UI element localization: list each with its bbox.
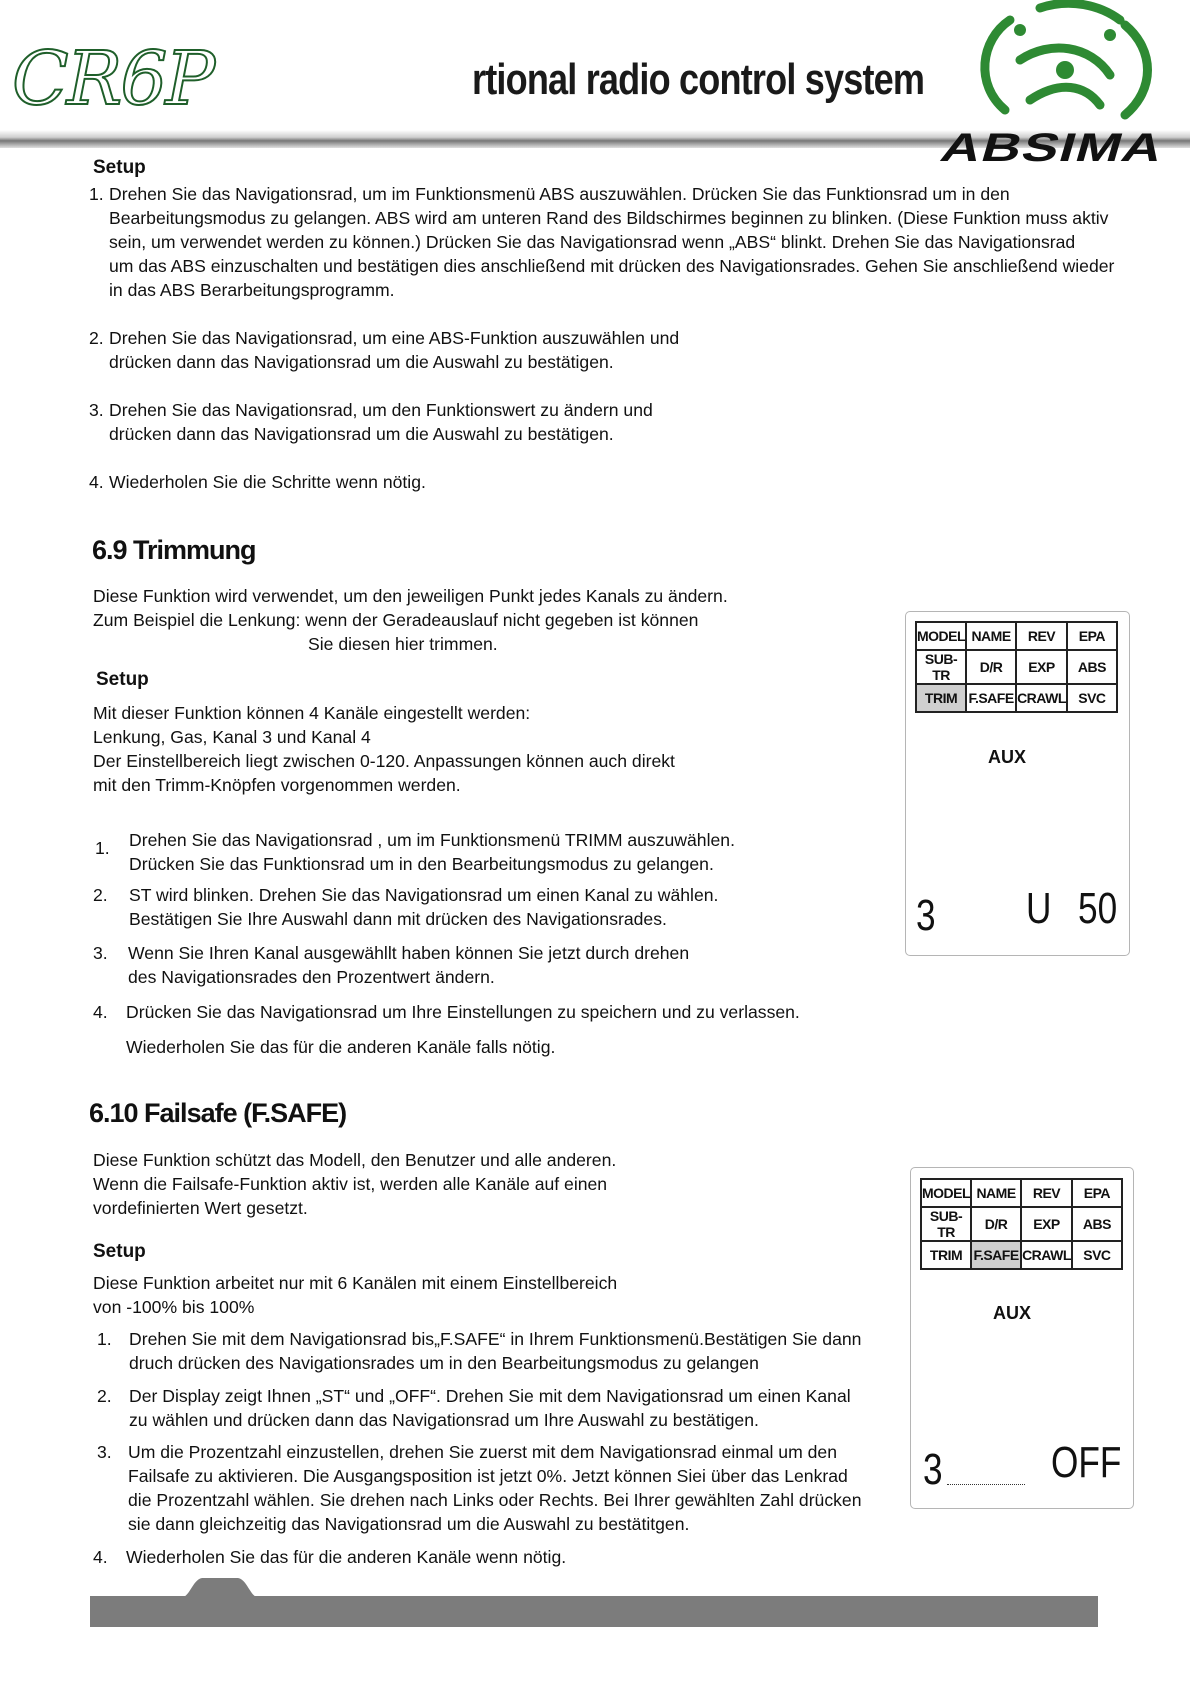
menu-abs: ABS [1067, 650, 1117, 684]
failsafe-step-1-number: 1. [97, 1329, 112, 1349]
abs-step-1-number: 1. [89, 184, 104, 204]
failsafe-step-1-line-2: druch drücken des Navigationsrades um in den Bearbeitungsmodus zu gelangen [129, 1353, 759, 1373]
failsafe-setup-line-2: von -100% bis 100% [93, 1297, 255, 1317]
trim-lcd-mode: U [1026, 884, 1052, 933]
menu-fsafe-selected: F.SAFE [971, 1241, 1021, 1269]
failsafe-step-3-number: 3. [97, 1442, 112, 1462]
menu-exp: EXP [1016, 650, 1067, 684]
abs-step-1-line-4: um das ABS einzuschalten und bestätigen dies anschließend mit drücken des Navigationsrades. Gehen Sie anschließend wieder [109, 256, 1115, 276]
trim-step-2-line-2: Bestätigen Sie Ihre Auswahl dann mit drücken des Navigationsrades. [129, 909, 667, 929]
menu-name: NAME [966, 622, 1016, 650]
menu-dr: D/R [966, 650, 1016, 684]
failsafe-lcd-value: OFF [1051, 1438, 1122, 1487]
menu-epa: EPA [1072, 1179, 1122, 1207]
failsafe-step-2-line-1: Der Display zeigt Ihnen „ST“ und „OFF“. Drehen Sie mit dem Navigationsrad um einen Kanal [129, 1386, 851, 1406]
failsafe-intro-line-1: Diese Funktion schützt das Modell, den Benutzer und alle anderen. [93, 1150, 617, 1170]
menu-model: MODEL [916, 622, 966, 650]
menu-svc: SVC [1067, 684, 1117, 712]
menu-sub-tr: SUB-TR [916, 650, 966, 684]
trim-step-3-line-2: des Navigationsrades den Prozentwert ändern. [128, 967, 495, 987]
abs-step-1-line-1: Drehen Sie das Navigationsrad, um im Funktionsmenü ABS auszuwählen. Drücken Sie das Funktionsrad um in den [109, 184, 1010, 204]
menu-exp: EXP [1021, 1207, 1072, 1241]
failsafe-setup-heading: Setup [93, 1241, 146, 1262]
trim-setup-line-1: Mit dieser Funktion können 4 Kanäle eingestellt werden: [93, 703, 531, 723]
menu-sub-tr: SUB-TR [921, 1207, 971, 1241]
abs-step-4-number: 4. [89, 472, 104, 492]
failsafe-step-4-line-1: Wiederholen Sie das für die anderen Kanäle wenn nötig. [126, 1547, 567, 1567]
menu-fsafe: F.SAFE [966, 684, 1016, 712]
brand-logo: ABSIMA [935, 126, 1170, 170]
trim-lcd-display [905, 611, 1130, 956]
trim-intro-line-3: Sie diesen hier trimmen. [308, 634, 498, 654]
menu-crawl: CRAWL [1021, 1241, 1072, 1269]
trim-repeat-text: Wiederholen Sie das für die anderen Kanäle falls nötig. [126, 1037, 556, 1057]
menu-rev: REV [1016, 622, 1067, 650]
footer-tab-shape [180, 1576, 260, 1598]
trim-setup-line-4: mit den Trimm-Knöpfen vorgenommen werden. [93, 775, 461, 795]
abs-step-3-line-1: Drehen Sie das Navigationsrad, um den Funktionswert zu ändern und [109, 400, 653, 420]
menu-rev: REV [1021, 1179, 1072, 1207]
abs-step-1-line-3: sein, um verwendet werden zu können.) Drücken Sie das Navigationsrad wenn „ABS“ blinkt. Drehen Sie das Navigationsrad [109, 232, 1076, 252]
menu-trim-selected: TRIM [916, 684, 966, 712]
trim-step-2-line-1: ST wird blinken. Drehen Sie das Navigationsrad um einen Kanal zu wählen. [129, 885, 719, 905]
failsafe-step-2-line-2: zu wählen und drücken dann das Navigationsrad um Ihre Auswahl zu bestätigen. [129, 1410, 759, 1430]
abs-step-4-line-1: Wiederholen Sie die Schritte wenn nötig. [109, 472, 426, 492]
abs-step-2-line-2: drücken dann das Navigationsrad um die Auswahl zu bestätigen. [109, 352, 614, 372]
trim-intro-line-2: Zum Beispiel die Lenkung: wenn der Geradeauslauf nicht gegeben ist können [93, 610, 699, 630]
product-logo: CR6P [12, 36, 214, 122]
abs-step-1-line-5: in das ABS Berarbeitungsprogramm. [109, 280, 395, 300]
abs-step-2-number: 2. [89, 328, 104, 348]
failsafe-step-1-line-1: Drehen Sie mit dem Navigationsrad bis„F.SAFE“ in Ihrem Funktionsmenü.Bestätigen Sie dann [129, 1329, 862, 1349]
trim-heading: 6.9 Trimmung [92, 535, 256, 565]
menu-svc: SVC [1072, 1241, 1122, 1269]
header-title: rtional radio control system [472, 55, 925, 104]
failsafe-intro-line-3: vordefinierten Wert gesetzt. [93, 1198, 308, 1218]
failsafe-lcd-display [910, 1167, 1134, 1509]
failsafe-lcd-aux-label: AUX [993, 1303, 1032, 1323]
failsafe-heading: 6.10 Failsafe (F.SAFE) [89, 1098, 347, 1128]
menu-trim: TRIM [921, 1241, 971, 1269]
footer-bar [90, 1596, 1098, 1627]
failsafe-step-3-line-1: Um die Prozentzahl einzustellen, drehen Sie zuerst mit dem Navigationsrad einmal um den [128, 1442, 837, 1462]
trim-setup-line-3: Der Einstellbereich liegt zwischen 0-120. Anpassungen können auch direkt [93, 751, 675, 771]
trim-step-2-number: 2. [93, 885, 108, 905]
menu-epa: EPA [1067, 622, 1117, 650]
failsafe-setup-line-1: Diese Funktion arbeitet nur mit 6 Kanälen mit einem Einstellbereich [93, 1273, 618, 1293]
abs-setup-heading: Setup [93, 157, 146, 178]
trim-lcd-aux-label: AUX [988, 747, 1027, 767]
trim-step-4-number: 4. [93, 1002, 108, 1022]
menu-dr: D/R [971, 1207, 1021, 1241]
trim-step-4-line-1: Drücken Sie das Navigationsrad um Ihre Einstellungen zu speichern und zu verlassen. [126, 1002, 800, 1022]
failsafe-lcd-channel: 3 [923, 1445, 943, 1494]
trim-step-3-line-1: Wenn Sie Ihren Kanal ausgewähllt haben können Sie jetzt durch drehen [128, 943, 690, 963]
failsafe-step-2-number: 2. [97, 1386, 112, 1406]
failsafe-step-4-number: 4. [93, 1547, 108, 1567]
abs-step-3-number: 3. [89, 400, 104, 420]
failsafe-step-3-line-4: sie dann gleichzeitig das Navigationsrad um die Auswahl zu bestätitgen. [128, 1514, 690, 1534]
trim-step-1-number: 1. [95, 838, 110, 858]
abs-step-3-line-2: drücken dann das Navigationsrad um die Auswahl zu bestätigen. [109, 424, 614, 444]
menu-model: MODEL [921, 1179, 971, 1207]
menu-crawl: CRAWL [1016, 684, 1067, 712]
failsafe-step-3-line-3: die Prozentzahl wählen. Sie drehen nach Links oder Rechts. Bei Ihrer gewählten Zahl drücken [128, 1490, 862, 1510]
trim-step-1-line-1: Drehen Sie das Navigationsrad , um im Funktionsmenü TRIMM auszuwählen. [129, 830, 735, 850]
trim-lcd-menu [915, 621, 1118, 713]
menu-abs: ABS [1072, 1207, 1122, 1241]
failsafe-lcd-menu [920, 1178, 1123, 1270]
abs-step-2-line-1: Drehen Sie das Navigationsrad, um eine ABS-Funktion auszuwählen und [109, 328, 680, 348]
dragon-logo-icon [960, 0, 1170, 135]
failsafe-intro-line-2: Wenn die Failsafe-Funktion aktiv ist, werden alle Kanäle auf einen [93, 1174, 608, 1194]
trim-step-1-line-2: Drücken Sie das Funktionsrad um in den Bearbeitungsmodus zu gelangen. [129, 854, 714, 874]
abs-step-1-line-2: Bearbeitungsmodus zu gelangen. ABS wird am unteren Rand des Bildschirmes beginnen zu blinken. (Diese Funktion muss aktiv [109, 208, 1109, 228]
trim-lcd-channel: 3 [916, 891, 936, 940]
trim-lcd-value: 50 [1078, 884, 1118, 933]
trim-intro-line-1: Diese Funktion wird verwendet, um den jeweiligen Punkt jedes Kanals zu ändern. [93, 586, 728, 606]
failsafe-lcd-dotted-line [947, 1484, 1025, 1485]
trim-step-3-number: 3. [93, 943, 108, 963]
trim-setup-line-2: Lenkung, Gas, Kanal 3 und Kanal 4 [93, 727, 371, 747]
trim-setup-heading: Setup [96, 669, 149, 690]
menu-name: NAME [971, 1179, 1021, 1207]
failsafe-step-3-line-2: Failsafe zu aktivieren. Die Ausgangsposition ist jetzt 0%. Jetzt können Siei über das Lenkrad [128, 1466, 848, 1486]
